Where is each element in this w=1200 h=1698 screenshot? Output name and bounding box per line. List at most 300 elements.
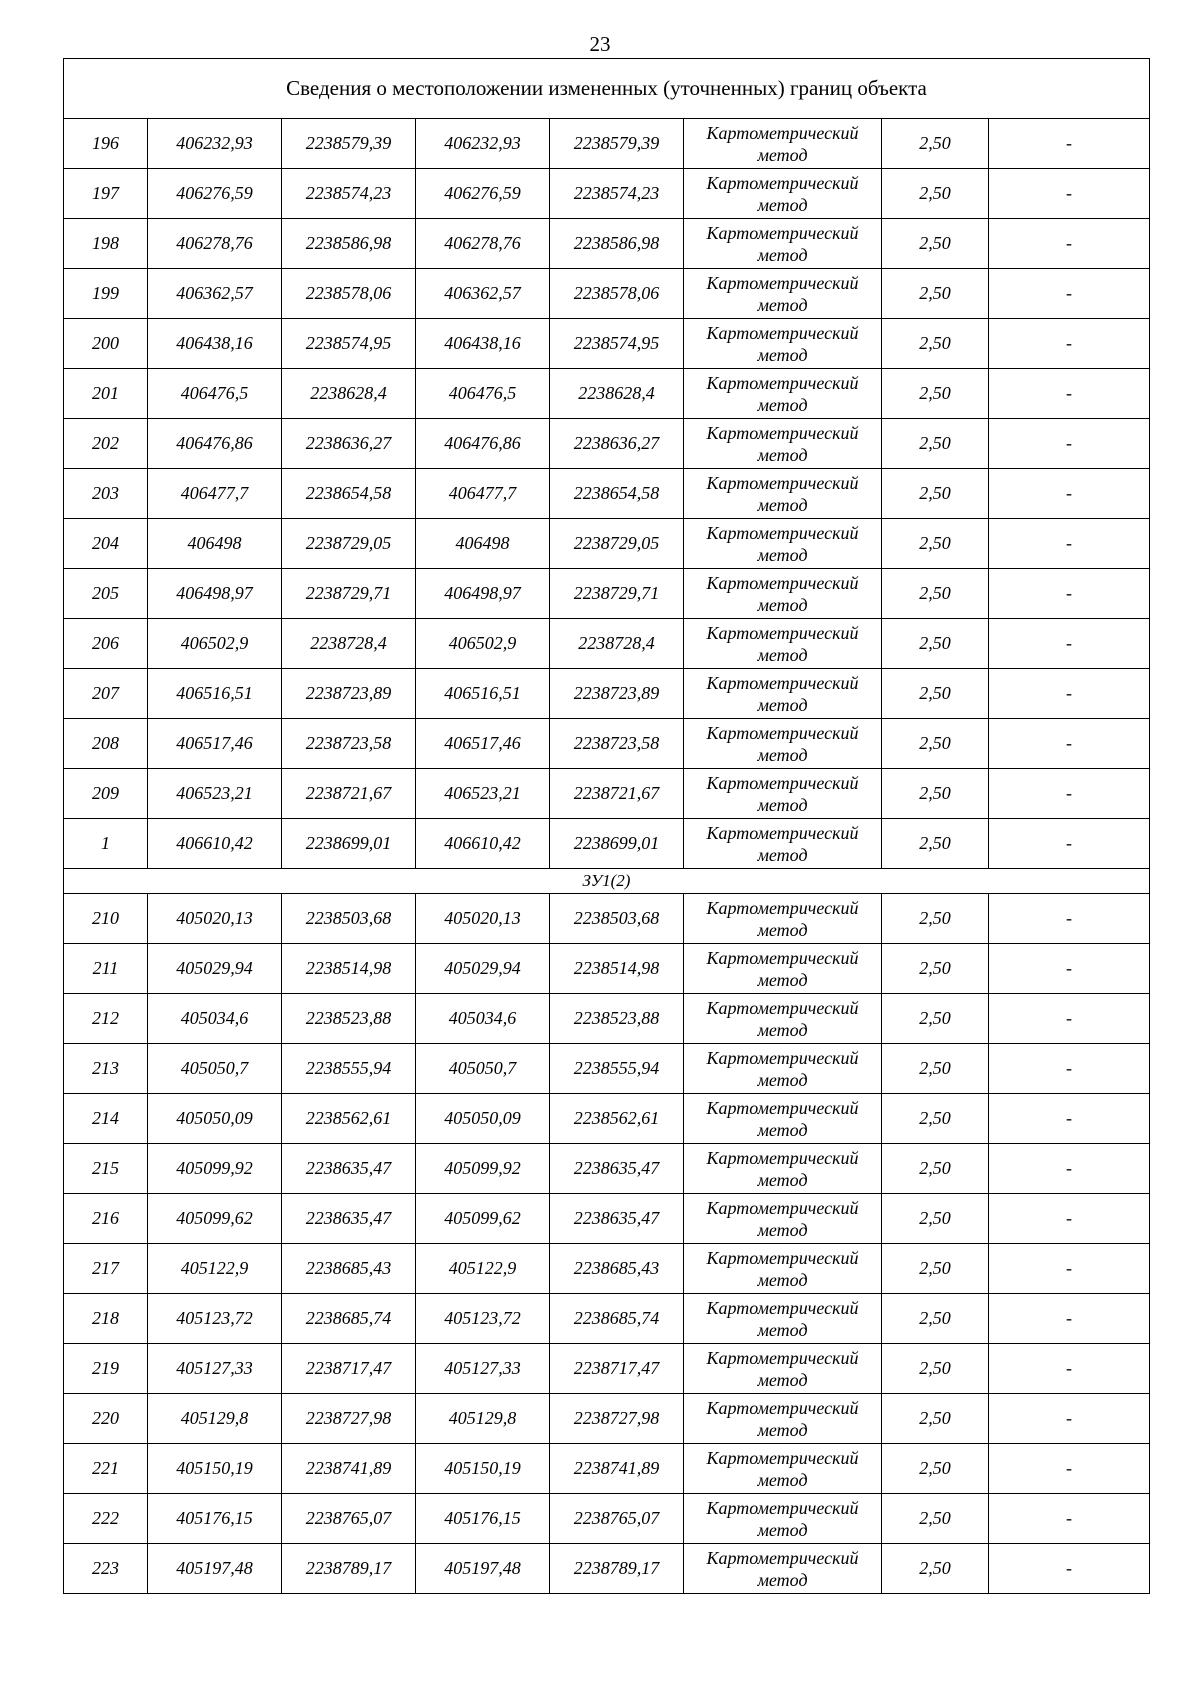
accuracy-cell: 2,50 — [882, 1294, 989, 1344]
point-number-cell: 198 — [64, 219, 148, 269]
method-cell — [684, 1544, 882, 1594]
existing-x-cell: 406517,46 — [148, 719, 282, 769]
new-y-cell: 2238636,27 — [550, 419, 684, 469]
new-y-cell: 2238699,01 — [550, 819, 684, 869]
description-cell: - — [989, 369, 1150, 419]
method-cell — [684, 1294, 882, 1344]
accuracy-cell: 2,50 — [882, 569, 989, 619]
table-row — [64, 219, 1150, 269]
new-y-cell: 2238729,05 — [550, 519, 684, 569]
description-cell: - — [989, 994, 1150, 1044]
accuracy-cell: 2,50 — [882, 369, 989, 419]
point-number-cell: 213 — [64, 1044, 148, 1094]
existing-y-cell: 2238723,89 — [282, 669, 416, 719]
description-cell: - — [989, 569, 1150, 619]
new-y-cell: 2238685,43 — [550, 1244, 684, 1294]
existing-y-cell: 2238586,98 — [282, 219, 416, 269]
existing-x-cell: 406498,97 — [148, 569, 282, 619]
table-row — [64, 994, 1150, 1044]
new-y-cell: 2238727,98 — [550, 1394, 684, 1444]
description-cell: - — [989, 1194, 1150, 1244]
accuracy-cell: 2,50 — [882, 894, 989, 944]
accuracy-cell: 2,50 — [882, 819, 989, 869]
existing-x-cell: 405122,9 — [148, 1244, 282, 1294]
point-number-cell: 217 — [64, 1244, 148, 1294]
existing-x-cell: 405050,7 — [148, 1044, 282, 1094]
method-cell — [684, 994, 882, 1044]
method-line-2: метод — [757, 194, 808, 215]
point-number-cell: 215 — [64, 1144, 148, 1194]
table-row — [64, 619, 1150, 669]
method-line-2: метод — [757, 1419, 808, 1440]
existing-y-cell: 2238523,88 — [282, 994, 416, 1044]
new-y-cell: 2238562,61 — [550, 1094, 684, 1144]
existing-y-cell: 2238578,06 — [282, 269, 416, 319]
table-row — [64, 1444, 1150, 1494]
existing-x-cell: 406610,42 — [148, 819, 282, 869]
method-line-2: метод — [757, 844, 808, 865]
description-cell: - — [989, 819, 1150, 869]
method-line-2: метод — [757, 919, 808, 940]
new-y-cell: 2238789,17 — [550, 1544, 684, 1594]
accuracy-cell: 2,50 — [882, 1194, 989, 1244]
method-line-1: Картометрический — [706, 1447, 859, 1468]
table-row — [64, 1144, 1150, 1194]
point-number-cell: 207 — [64, 669, 148, 719]
point-number-cell: 223 — [64, 1544, 148, 1594]
method-line-2: метод — [757, 1169, 808, 1190]
method-line-1: Картометрический — [706, 897, 859, 918]
existing-y-cell: 2238574,23 — [282, 169, 416, 219]
description-cell: - — [989, 419, 1150, 469]
method-line-2: метод — [757, 544, 808, 565]
new-y-cell: 2238503,68 — [550, 894, 684, 944]
new-y-cell: 2238723,58 — [550, 719, 684, 769]
method-line-2: метод — [757, 244, 808, 265]
new-y-cell: 2238723,89 — [550, 669, 684, 719]
existing-y-cell: 2238635,47 — [282, 1194, 416, 1244]
existing-x-cell: 405099,92 — [148, 1144, 282, 1194]
new-x-cell: 406517,46 — [416, 719, 550, 769]
new-x-cell: 405034,6 — [416, 994, 550, 1044]
point-number-cell: 209 — [64, 769, 148, 819]
new-y-cell: 2238728,4 — [550, 619, 684, 669]
accuracy-cell: 2,50 — [882, 994, 989, 1044]
new-y-cell: 2238574,23 — [550, 169, 684, 219]
section-row — [64, 869, 1150, 894]
method-cell — [684, 169, 882, 219]
existing-y-cell: 2238723,58 — [282, 719, 416, 769]
accuracy-cell: 2,50 — [882, 1394, 989, 1444]
method-line-2: метод — [757, 744, 808, 765]
method-line-2: метод — [757, 1119, 808, 1140]
accuracy-cell: 2,50 — [882, 1444, 989, 1494]
description-cell: - — [989, 1044, 1150, 1094]
accuracy-cell: 2,50 — [882, 519, 989, 569]
description-cell: - — [989, 1544, 1150, 1594]
method-cell — [684, 669, 882, 719]
method-line-1: Картометрический — [706, 672, 859, 693]
new-x-cell: 406476,86 — [416, 419, 550, 469]
method-cell — [684, 369, 882, 419]
table-row — [64, 369, 1150, 419]
new-x-cell: 406232,93 — [416, 119, 550, 169]
new-y-cell: 2238628,4 — [550, 369, 684, 419]
method-line-1: Картометрический — [706, 422, 859, 443]
new-y-cell: 2238654,58 — [550, 469, 684, 519]
new-x-cell: 405099,92 — [416, 1144, 550, 1194]
method-line-1: Картометрический — [706, 1497, 859, 1518]
accuracy-cell: 2,50 — [882, 1244, 989, 1294]
method-cell — [684, 1044, 882, 1094]
new-x-cell: 406516,51 — [416, 669, 550, 719]
new-x-cell: 405122,9 — [416, 1244, 550, 1294]
new-x-cell: 405020,13 — [416, 894, 550, 944]
new-y-cell: 2238579,39 — [550, 119, 684, 169]
description-cell: - — [989, 269, 1150, 319]
method-line-1: Картометрический — [706, 622, 859, 643]
accuracy-cell: 2,50 — [882, 319, 989, 369]
description-cell: - — [989, 319, 1150, 369]
new-x-cell: 406276,59 — [416, 169, 550, 219]
existing-x-cell: 406278,76 — [148, 219, 282, 269]
method-line-1: Картометрический — [706, 722, 859, 743]
accuracy-cell: 2,50 — [882, 669, 989, 719]
method-line-2: метод — [757, 1519, 808, 1540]
accuracy-cell: 2,50 — [882, 169, 989, 219]
table-title: Сведения о местоположении измененных (уточненных) границ объекта — [64, 59, 1150, 119]
boundary-coordinates-table — [63, 58, 1150, 1594]
point-number-cell: 202 — [64, 419, 148, 469]
new-y-cell: 2238635,47 — [550, 1194, 684, 1244]
table-row — [64, 1044, 1150, 1094]
method-line-2: метод — [757, 494, 808, 515]
table-row — [64, 819, 1150, 869]
existing-y-cell: 2238635,47 — [282, 1144, 416, 1194]
method-line-1: Картометрический — [706, 1347, 859, 1368]
description-cell: - — [989, 944, 1150, 994]
existing-y-cell: 2238562,61 — [282, 1094, 416, 1144]
point-number-cell: 206 — [64, 619, 148, 669]
accuracy-cell: 2,50 — [882, 769, 989, 819]
existing-x-cell: 406498 — [148, 519, 282, 569]
method-line-1: Картометрический — [706, 1247, 859, 1268]
method-line-2: метод — [757, 969, 808, 990]
method-cell — [684, 1244, 882, 1294]
new-x-cell: 406477,7 — [416, 469, 550, 519]
method-cell — [684, 1344, 882, 1394]
new-x-cell: 405029,94 — [416, 944, 550, 994]
accuracy-cell: 2,50 — [882, 1044, 989, 1094]
table-row — [64, 419, 1150, 469]
description-cell: - — [989, 619, 1150, 669]
new-y-cell: 2238574,95 — [550, 319, 684, 369]
method-line-1: Картометрический — [706, 272, 859, 293]
new-x-cell: 406278,76 — [416, 219, 550, 269]
description-cell: - — [989, 1444, 1150, 1494]
table-row — [64, 1244, 1150, 1294]
new-y-cell: 2238523,88 — [550, 994, 684, 1044]
method-line-1: Картометрический — [706, 1097, 859, 1118]
existing-x-cell: 405050,09 — [148, 1094, 282, 1144]
existing-y-cell: 2238717,47 — [282, 1344, 416, 1394]
table-row — [64, 1544, 1150, 1594]
description-cell: - — [989, 894, 1150, 944]
method-line-1: Картометрический — [706, 372, 859, 393]
new-x-cell: 406502,9 — [416, 619, 550, 669]
existing-y-cell: 2238685,74 — [282, 1294, 416, 1344]
new-y-cell: 2238578,06 — [550, 269, 684, 319]
description-cell: - — [989, 119, 1150, 169]
method-cell — [684, 569, 882, 619]
method-line-2: метод — [757, 1469, 808, 1490]
method-cell — [684, 1394, 882, 1444]
point-number-cell: 200 — [64, 319, 148, 369]
existing-x-cell: 406502,9 — [148, 619, 282, 669]
method-cell — [684, 269, 882, 319]
accuracy-cell: 2,50 — [882, 1094, 989, 1144]
existing-y-cell: 2238636,27 — [282, 419, 416, 469]
existing-x-cell: 406362,57 — [148, 269, 282, 319]
method-line-2: метод — [757, 1019, 808, 1040]
existing-x-cell: 405150,19 — [148, 1444, 282, 1494]
method-cell — [684, 419, 882, 469]
point-number-cell: 208 — [64, 719, 148, 769]
method-cell — [684, 1194, 882, 1244]
new-x-cell: 405176,15 — [416, 1494, 550, 1544]
description-cell: - — [989, 1144, 1150, 1194]
existing-y-cell: 2238728,4 — [282, 619, 416, 669]
method-cell — [684, 619, 882, 669]
method-line-2: метод — [757, 794, 808, 815]
table-row — [64, 719, 1150, 769]
method-cell — [684, 769, 882, 819]
new-x-cell: 406476,5 — [416, 369, 550, 419]
table-row — [64, 1344, 1150, 1394]
method-cell — [684, 1494, 882, 1544]
description-cell: - — [989, 669, 1150, 719]
point-number-cell: 220 — [64, 1394, 148, 1444]
new-y-cell: 2238717,47 — [550, 1344, 684, 1394]
existing-x-cell: 405127,33 — [148, 1344, 282, 1394]
method-line-1: Картометрический — [706, 1547, 859, 1568]
new-y-cell: 2238685,74 — [550, 1294, 684, 1344]
method-line-1: Картометрический — [706, 1397, 859, 1418]
point-number-cell: 197 — [64, 169, 148, 219]
section-label: ЗУ1(2) — [64, 869, 1150, 894]
new-x-cell: 405050,09 — [416, 1094, 550, 1144]
existing-x-cell: 406438,16 — [148, 319, 282, 369]
existing-x-cell: 406276,59 — [148, 169, 282, 219]
existing-x-cell: 406477,7 — [148, 469, 282, 519]
new-x-cell: 406610,42 — [416, 819, 550, 869]
description-cell: - — [989, 719, 1150, 769]
new-x-cell: 406438,16 — [416, 319, 550, 369]
description-cell: - — [989, 1294, 1150, 1344]
table-row — [64, 1194, 1150, 1244]
new-x-cell: 406498 — [416, 519, 550, 569]
method-line-1: Картометрический — [706, 1197, 859, 1218]
new-y-cell: 2238729,71 — [550, 569, 684, 619]
method-line-2: метод — [757, 394, 808, 415]
existing-x-cell: 405099,62 — [148, 1194, 282, 1244]
method-line-2: метод — [757, 694, 808, 715]
point-number-cell: 199 — [64, 269, 148, 319]
existing-y-cell: 2238514,98 — [282, 944, 416, 994]
existing-x-cell: 406232,93 — [148, 119, 282, 169]
new-x-cell: 405129,8 — [416, 1394, 550, 1444]
new-y-cell: 2238586,98 — [550, 219, 684, 269]
point-number-cell: 221 — [64, 1444, 148, 1494]
method-line-1: Картометрический — [706, 947, 859, 968]
description-cell: - — [989, 219, 1150, 269]
method-line-2: метод — [757, 294, 808, 315]
existing-y-cell: 2238721,67 — [282, 769, 416, 819]
method-line-1: Картометрический — [706, 572, 859, 593]
accuracy-cell: 2,50 — [882, 419, 989, 469]
method-line-1: Картометрический — [706, 1147, 859, 1168]
method-line-1: Картометрический — [706, 772, 859, 793]
table-row — [64, 169, 1150, 219]
table-row — [64, 1094, 1150, 1144]
method-line-2: метод — [757, 594, 808, 615]
existing-y-cell: 2238685,43 — [282, 1244, 416, 1294]
table-row — [64, 669, 1150, 719]
existing-y-cell: 2238654,58 — [282, 469, 416, 519]
description-cell: - — [989, 519, 1150, 569]
point-number-cell: 196 — [64, 119, 148, 169]
new-x-cell: 405197,48 — [416, 1544, 550, 1594]
new-x-cell: 405050,7 — [416, 1044, 550, 1094]
method-line-1: Картометрический — [706, 222, 859, 243]
existing-y-cell: 2238727,98 — [282, 1394, 416, 1444]
new-y-cell: 2238555,94 — [550, 1044, 684, 1094]
method-line-1: Картометрический — [706, 1297, 859, 1318]
new-y-cell: 2238721,67 — [550, 769, 684, 819]
table-row — [64, 569, 1150, 619]
point-number-cell: 218 — [64, 1294, 148, 1344]
point-number-cell: 214 — [64, 1094, 148, 1144]
point-number-cell: 211 — [64, 944, 148, 994]
method-cell — [684, 1444, 882, 1494]
method-cell — [684, 894, 882, 944]
method-cell — [684, 944, 882, 994]
existing-x-cell: 405129,8 — [148, 1394, 282, 1444]
method-line-2: метод — [757, 1569, 808, 1590]
table-row — [64, 1394, 1150, 1444]
method-cell — [684, 319, 882, 369]
description-cell: - — [989, 1494, 1150, 1544]
description-cell: - — [989, 1344, 1150, 1394]
accuracy-cell: 2,50 — [882, 1544, 989, 1594]
new-x-cell: 406498,97 — [416, 569, 550, 619]
method-cell — [684, 1094, 882, 1144]
point-number-cell: 204 — [64, 519, 148, 569]
table-row — [64, 1494, 1150, 1544]
method-line-2: метод — [757, 1369, 808, 1390]
existing-y-cell: 2238765,07 — [282, 1494, 416, 1544]
existing-x-cell: 405197,48 — [148, 1544, 282, 1594]
accuracy-cell: 2,50 — [882, 469, 989, 519]
existing-y-cell: 2238628,4 — [282, 369, 416, 419]
existing-x-cell: 406516,51 — [148, 669, 282, 719]
method-line-2: метод — [757, 1319, 808, 1340]
point-number-cell: 1 — [64, 819, 148, 869]
new-x-cell: 406362,57 — [416, 269, 550, 319]
existing-x-cell: 405123,72 — [148, 1294, 282, 1344]
accuracy-cell: 2,50 — [882, 1344, 989, 1394]
existing-x-cell: 406476,86 — [148, 419, 282, 469]
table-row — [64, 769, 1150, 819]
existing-y-cell: 2238503,68 — [282, 894, 416, 944]
description-cell: - — [989, 469, 1150, 519]
new-y-cell: 2238635,47 — [550, 1144, 684, 1194]
point-number-cell: 222 — [64, 1494, 148, 1544]
table-row — [64, 894, 1150, 944]
point-number-cell: 201 — [64, 369, 148, 419]
accuracy-cell: 2,50 — [882, 119, 989, 169]
accuracy-cell: 2,50 — [882, 719, 989, 769]
existing-y-cell: 2238789,17 — [282, 1544, 416, 1594]
table-row — [64, 519, 1150, 569]
method-line-1: Картометрический — [706, 997, 859, 1018]
accuracy-cell: 2,50 — [882, 1494, 989, 1544]
page-number: 23 — [589, 32, 611, 56]
existing-y-cell: 2238579,39 — [282, 119, 416, 169]
existing-x-cell: 405020,13 — [148, 894, 282, 944]
new-y-cell: 2238765,07 — [550, 1494, 684, 1544]
method-cell — [684, 1144, 882, 1194]
description-cell: - — [989, 169, 1150, 219]
method-line-1: Картометрический — [706, 522, 859, 543]
method-line-1: Картометрический — [706, 822, 859, 843]
accuracy-cell: 2,50 — [882, 944, 989, 994]
existing-y-cell: 2238741,89 — [282, 1444, 416, 1494]
existing-y-cell: 2238729,05 — [282, 519, 416, 569]
existing-x-cell: 406476,5 — [148, 369, 282, 419]
method-line-1: Картометрический — [706, 1047, 859, 1068]
point-number-cell: 212 — [64, 994, 148, 1044]
accuracy-cell: 2,50 — [882, 619, 989, 669]
method-line-2: метод — [757, 444, 808, 465]
new-x-cell: 405123,72 — [416, 1294, 550, 1344]
description-cell: - — [989, 1394, 1150, 1444]
method-cell — [684, 469, 882, 519]
existing-x-cell: 406523,21 — [148, 769, 282, 819]
method-line-2: метод — [757, 144, 808, 165]
new-y-cell: 2238514,98 — [550, 944, 684, 994]
existing-x-cell: 405034,6 — [148, 994, 282, 1044]
method-cell — [684, 719, 882, 769]
new-x-cell: 405099,62 — [416, 1194, 550, 1244]
description-cell: - — [989, 769, 1150, 819]
point-number-cell: 203 — [64, 469, 148, 519]
table-row — [64, 944, 1150, 994]
table-row — [64, 119, 1150, 169]
existing-y-cell: 2238555,94 — [282, 1044, 416, 1094]
new-x-cell: 405150,19 — [416, 1444, 550, 1494]
new-x-cell: 405127,33 — [416, 1344, 550, 1394]
description-cell: - — [989, 1244, 1150, 1294]
point-number-cell: 216 — [64, 1194, 148, 1244]
method-line-1: Картометрический — [706, 322, 859, 343]
method-line-1: Картометрический — [706, 472, 859, 493]
table-row — [64, 269, 1150, 319]
method-cell — [684, 819, 882, 869]
accuracy-cell: 2,50 — [882, 219, 989, 269]
new-y-cell: 2238741,89 — [550, 1444, 684, 1494]
existing-y-cell: 2238574,95 — [282, 319, 416, 369]
